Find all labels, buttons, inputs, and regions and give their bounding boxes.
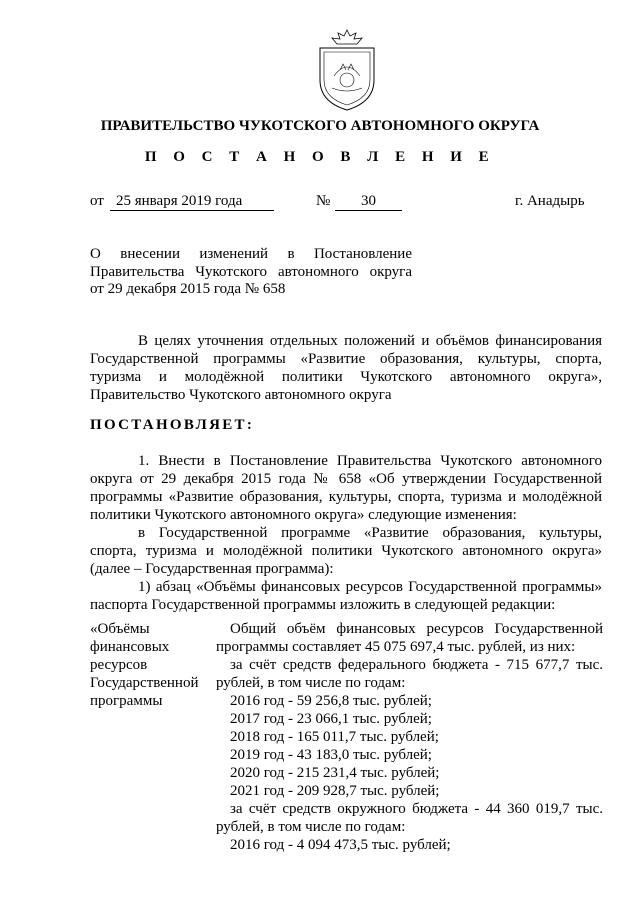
body-line: (далее – Государственная программа): (90, 561, 334, 577)
body-line: программы «Развитие образования, культуры, спорта, туризма и молодёжной (90, 489, 602, 505)
organization-title: ПРАВИТЕЛЬСТВО ЧУКОТСКОГО АВТОНОМНОГО ОКРУГА (100, 118, 540, 134)
value-line: 2016 год - 4 094 473,5 тыс. рублей; (230, 837, 451, 853)
body-line: политики Чукотского автономного округа» следующие изменения: (90, 507, 517, 523)
body-line: 1. Внести в Постановление Правительства Чукотского автономного (138, 453, 602, 469)
value-line: программы составляет 45 075 697,4 тыс. рублей, из них: (216, 639, 576, 655)
body-line: паспорта Государственной программы изложить в следующей редакции: (90, 597, 556, 613)
label-line: финансовых (90, 639, 170, 655)
number-sign: № (316, 193, 331, 209)
preamble-line: Правительство Чукотского автономного округа (90, 387, 392, 403)
value-line: 2020 год - 215 231,4 тыс. рублей; (230, 765, 440, 781)
value-line: 2021 год - 209 928,7 тыс. рублей; (230, 783, 440, 799)
preamble-line: туризма и молодёжной политики Чукотского автономного округа», (90, 369, 602, 385)
body-line: округа от 29 декабря 2015 года № 658 «Об утверждении Государственной (90, 471, 602, 487)
document-subject (90, 246, 412, 299)
value-line: 2018 год - 165 011,7 тыс. рублей; (230, 729, 439, 745)
preamble-line: Государственной программы «Развитие образования, культуры, спорта, (90, 351, 602, 367)
value-line: Общий объём финансовых ресурсов Государственной (230, 621, 603, 637)
label-line: «Объёмы (90, 621, 150, 637)
resolves-heading: ПОСТАНОВЛЯЕТ: (90, 417, 255, 433)
value-line: за счёт средств окружного бюджета - 44 360 019,7 тыс. (230, 801, 603, 817)
subject-line: Правительства Чукотского автономного округа (90, 263, 412, 280)
value-line: 2016 год - 59 256,8 тыс. рублей; (230, 693, 432, 709)
document-date (110, 193, 274, 211)
preamble-line: В целях уточнения отдельных положений и объёмов финансирования (138, 333, 602, 349)
value-line: 2019 год - 43 183,0 тыс. рублей; (230, 747, 432, 763)
city: г. Анадырь (515, 193, 585, 209)
value-line: 2017 год - 23 066,1 тыс. рублей; (230, 711, 432, 727)
subject-line: О внесении изменений в Постановление (90, 246, 412, 262)
value-line: рублей, в том числе по годам: (216, 819, 406, 835)
table-label-cell (90, 620, 215, 710)
body-line: 1) абзац «Объёмы финансовых ресурсов Государственной программы» (138, 579, 602, 595)
document-type: П О С Т А Н О В Л Е Н И Е (144, 149, 496, 165)
value-line: за счёт средств федерального бюджета - 715 677,7 тыс. (230, 657, 603, 673)
label-line: ресурсов (90, 657, 148, 673)
body-line: спорта, туризма и молодёжной политики Чукотского автономного округа» (90, 543, 602, 559)
table-value-cell (216, 620, 603, 854)
body-text (90, 452, 602, 614)
date-label: от (90, 193, 104, 209)
preamble-paragraph (90, 332, 602, 404)
body-line: в Государственной программе «Развитие образования, культуры, (138, 525, 602, 541)
document-date-value: 25 января 2019 года (116, 193, 243, 209)
document-number: 30 (335, 193, 402, 211)
label-line: программы (90, 693, 163, 709)
label-line: Государственной (90, 675, 199, 691)
subject-line: от 29 декабря 2015 года № 658 (90, 281, 286, 297)
coat-of-arms-emblem (312, 28, 382, 112)
value-line: рублей, в том числе по годам: (216, 675, 406, 691)
